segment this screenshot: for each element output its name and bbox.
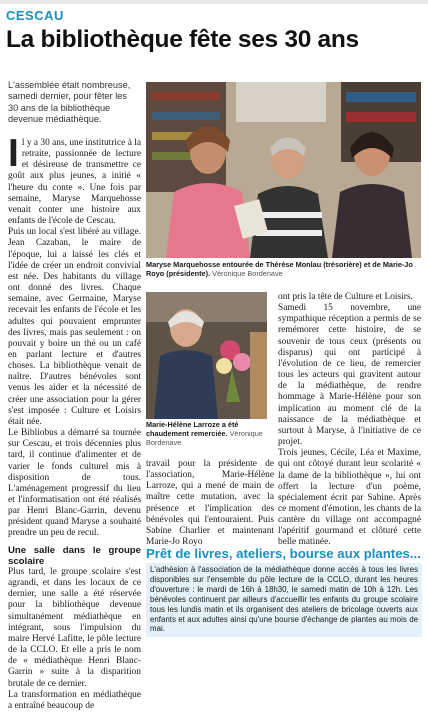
photo-caption	[146, 260, 422, 278]
top-rule	[0, 0, 428, 4]
article-column-2	[146, 459, 274, 548]
section-kicker: CESCAU	[6, 8, 64, 23]
paragraph: travail pour la présidente de l'association, Marie-Hélène Larroze, qui a mené de main de maître cette mutation, avec la présence et l'implication des bénévoles qui l'entouraient. Puis Sabine Charlier et maintenant Marie-Jo Royo	[146, 459, 274, 548]
lede: L'assemblée était nombreuse, samedi dernier, pour fêter les 30 ans de la bibliothèque devenue médiathèque.	[8, 80, 131, 125]
article-column-1	[8, 132, 141, 712]
infobox-title: Prêt de livres, ateliers, bourse aux plantes...	[146, 546, 421, 561]
photo-group-portrait	[146, 82, 421, 258]
caption-text: Marie-Hélène Larroze a été chaudement remerciée.	[146, 420, 239, 438]
article-column-3	[278, 292, 421, 549]
photo-credit: Véronique Bordenave	[212, 269, 283, 278]
photo-caption	[146, 420, 267, 447]
headline: La bibliothèque fête ses 30 ans	[6, 26, 359, 53]
paragraph: La transformation en médiathèque a entraîné beaucoup de	[8, 689, 141, 711]
caption-text: Maryse Marquehosse entourée de Thérèse Monlau (trésorière) et de Marie-Jo Royo (présidente).	[146, 260, 413, 278]
photo-illustration	[146, 292, 267, 419]
paragraph: Le Bibliobus a démarré sa tournée sur Cescau, et trois décennies plus tard, il continue d'alimenter et de varier le fonds culturel mis à disposition de tous. L'aménagement progressif du lieu et l'informatisation ont été réalisés par Henri Blanc-Garrin, devenu président quand Maryse a souhaité prendre un peu de recul.	[8, 428, 141, 539]
paragraph: Plus tard, le groupe scolaire s'est agrandi, et dans les locaux de ce dernier, une salle a été réservée pour la bibliothèque devenue simultanément médiathèque en intégrant, sous l'impulsion du maire Hervé Lafitte, le pôle lecture de la CCLO. Et elle a pris le nom de « médiathèque Henri Blanc-Garrin » suite à la disparition brutale de ce dernier.	[8, 566, 141, 689]
drop-cap: I	[8, 132, 19, 175]
photo-illustration	[146, 82, 421, 258]
subhead: Une salle dans le groupe scolaire	[8, 544, 141, 567]
paragraph: l y a 30 ans, une institutrice à la retraite, passionnée de lecture et désireuse de transmettre ce goût aux plus jeunes, a initié « l'heure du conte ». Une fois par semaine, Maryse Marquehosse venait conter une histoire aux enfants de l'école de Cescau.	[8, 138, 141, 227]
photo-credit: Véronique Bordenave	[146, 429, 263, 447]
paragraph: Trois jeunes, Cécile, Léa et Maxime, qui ont côtoyé durant leur scolarité « la dame de la bibliothèque », lui ont offert la lecture d'un poème, spécialement écrit par Sabine. Après ce moment d'émotion, les chants de la cantère du village ont accompagné l'apéritif gourmand et clôturé cette belle matinée.	[278, 448, 421, 548]
paragraph: ont pris la tête de Culture et Loisirs.	[278, 292, 413, 302]
photo-flowers	[146, 292, 267, 419]
infobox-text: L'adhésion à l'association de la médiathèque donne accès à tous les livres disponibles sur l'ensemble du pôle lecture de la CCLO, durant les heures d'ouverture : le mardi de 16h à 18h30, le samedi matin de 10h à 12h. Les bénévoles continuent par ailleurs d'accueillir les enfants du groupe scolaire tous les lundis matin et ils organisent des ateliers de bricolage ouverts aux enfants et aux adultes ainsi qu'une bourse d'échange de plantes au mois de mai.	[150, 565, 418, 634]
infobox	[146, 563, 422, 637]
paragraph: Samedi 15 novembre, une sympathique réception a permis de se remémorer cette histoire, de se souvenir de tous ceux (présents ou disparus) qui ont participé à l'évolution de ce lieu, de remercier tous les acteurs qui gravitent autour de la médiathèque, de rendre hommage à Marie-Hélène pour son implication au moment clé de la naissance de la médiathèque et surtout à Maryse, à l'initiative de ce projet.	[278, 303, 421, 448]
paragraph: Puis un local s'est libéré au village. Jean Cazaban, le maire de l'époque, lui a laissé les clés et l'idée de créer un endroit convivial est née. Des habitants du village ont donné des livres. Chaque semaine, avec Germaine, Maryse recevait les enfants de l'école et les adultes qui pouvaient emprunter des livres, mais pas seulement : on pouvait y boire un thé ou un café en parlant lecture et d'autres choses. La bibliothèque venait de naître. D'autres bénévoles sont venus les aider et la nécessité de créer une association pour la gérer s'est imposée : Culture et Loisirs était née.	[8, 227, 141, 427]
